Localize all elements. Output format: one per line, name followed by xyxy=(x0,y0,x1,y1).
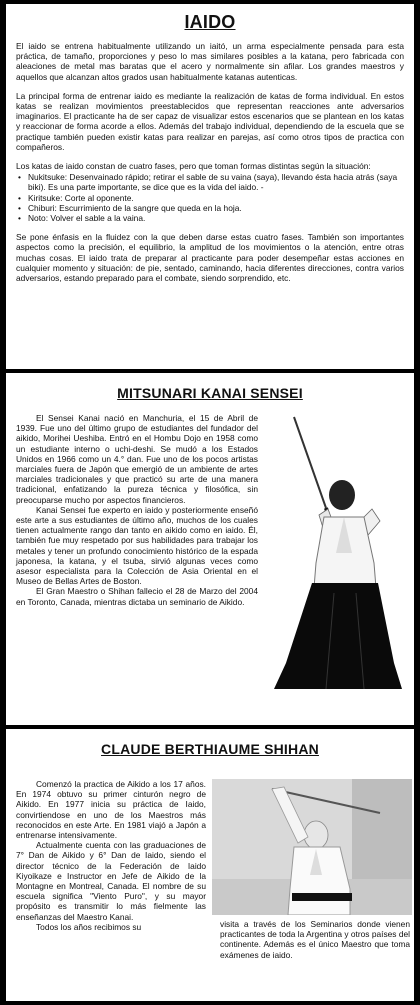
iaido-section xyxy=(6,4,414,369)
claude-paragraph: Actualmente cuenta con las graduaciones de 7° Dan de Aikido y 6° Dan de Iaido, siendo el director técnico de la Federación de Iaido Kiyoikaze e Instructor en Jefe de Aikido de la Montagne en Montreal, Canada. El nombre de su escuela significa "Viento Puro", y su mayor propósito es transmitir lo más fielmente las enseñanzas del Maestro Kanai. xyxy=(16,840,206,922)
phase-item: • Noto: Volver el sable a la vaina. xyxy=(16,213,404,223)
claude-text-left xyxy=(16,779,206,932)
iaido-paragraph: La principal forma de entrenar iaido es mediante la realización de katas de forma individual. En estos katas se realizan movimientos preestablecidos que representan reacciones ante adversarios imaginarios. El practicante ha de ser capaz de visualizar estos escenarios que se plantean en los katas y reaccionar de forma acorde a ellos. Además del trabajo individual, dependiendo de la escuela que se practique también pueden existir katas para realizar en parejas, así como otros tipos de practica con compañeros. xyxy=(16,90,404,152)
phase-item: • Kiritsuke: Corte al oponente. xyxy=(16,193,404,203)
kanai-photo xyxy=(264,413,404,693)
claude-text-right xyxy=(220,919,410,960)
kanai-section xyxy=(6,373,414,725)
claude-paragraph: Comenzó la practica de Aikido a los 17 años. En 1974 obtuvo su primer cinturón negro de Aikido. En 1977 inicia su práctica de Iaido, convirtiendose en uno de los Maestros más reconocidos en este Arte. En 1981 viajó a Japón a entrenarse intensivamente. xyxy=(16,779,206,841)
kanai-paragraph: Kanai Sensei fue experto en iaido y posteriormente enseñó este arte a sus estudiantes de último año, muchos de los cuales tienen actualmente rango dan tanto en aikido como en iaido. Él, también fue muy respetado por sus habilidades para trabajar los metales y tener un profundo conocimiento histórico de la espada japonesa, la katana, y el tsuba, sirvió algunas veces como asesor especialista para la Colección de Asia Oriental en el Museo de Bellas Artes de Boston. xyxy=(16,504,258,587)
phase-item: • Chiburi: Escurrimiento de la sangre que queda en la hoja. xyxy=(16,203,404,213)
claude-section xyxy=(6,729,414,1001)
claude-title: CLAUDE BERTHIAUME SHIHAN xyxy=(101,741,319,757)
kanai-paragraph: El Gran Maestro o Shihan fallecio el 28 de Marzo del 2004 en Toronto, Canada, mientras dictaba un seminario de Aikido. xyxy=(16,586,258,607)
claude-paragraph: Todos los años recibimos su xyxy=(36,921,142,932)
iaido-closing: Se pone énfasis en la fluidez con la que deben darse estas cuatro fases. También son importantes aspectos como la precisión, el equilibrio, la amplitud de los movimientos o la atención, entre otras muchas cosas. El iaido trata de preparar al practicante para poder desempeñar estas acciones en cualquier momento y situación: de pie, sentado, caminando, hacia diferentes direcciones, contra varios adversarios, estando preparado para el combate, siendo sorprendido, etc. xyxy=(16,232,404,284)
kanai-title: MITSUNARI KANAI SENSEI xyxy=(117,385,303,401)
claude-continuation: visita a través de los Seminarios donde vienen practicantes de toda la Argentina y otros países del continente. Además es el único Maestro que toma exámenes de iaido. xyxy=(220,919,410,960)
claude-photo xyxy=(212,779,412,915)
phases-list xyxy=(16,172,404,223)
phase-item: • Nukitsuke: Desenvainado rápido; retirar el sable de su vaina (saya), llevando ésta hacia atrás (saya biki). Es una parte importante, se dice que es la vida del iaido. - xyxy=(16,172,404,192)
iaido-paragraph: Los katas de iaido constan de cuatro fases, pero que toman formas distintas según la situación: xyxy=(16,161,371,172)
kanai-paragraph: El Sensei Kanai nació en Manchuria, el 15 de Abril de 1939. Fue uno del último grupo de estudiantes del fundador del aikido, Morihei Ueshiba. Entró en el Hombu Dojo en 1958 como un estudiante interno o uchi-deshi. Se mudó a los Estados Unidos en 1966 como un 4.° dan. Fue uno de los pocos artistas marciales fuera de Japón que emergió de un ambiente de artes marciales tradicionales y que practicó su arte de una manera tradicional, enfatizando la pureza técnica y filosófica, sin preocuparse mucho por aspectos financieros. xyxy=(16,413,258,505)
iaido-title: IAIDO xyxy=(184,12,236,32)
iaido-paragraph: El iaido se entrena habitualmente utilizando un iaitó, un arma especialmente pensada para esta práctica, de tamaño, proporciones y peso lo mas similares posibles a la katana, pero fabricada con aleaciones de metal mas baratas que el acero y normalmente sin afilar. Los grandes maestros y aquellos que alcanzan altos grados usan habitualmente katanas autenticas. xyxy=(16,41,404,82)
